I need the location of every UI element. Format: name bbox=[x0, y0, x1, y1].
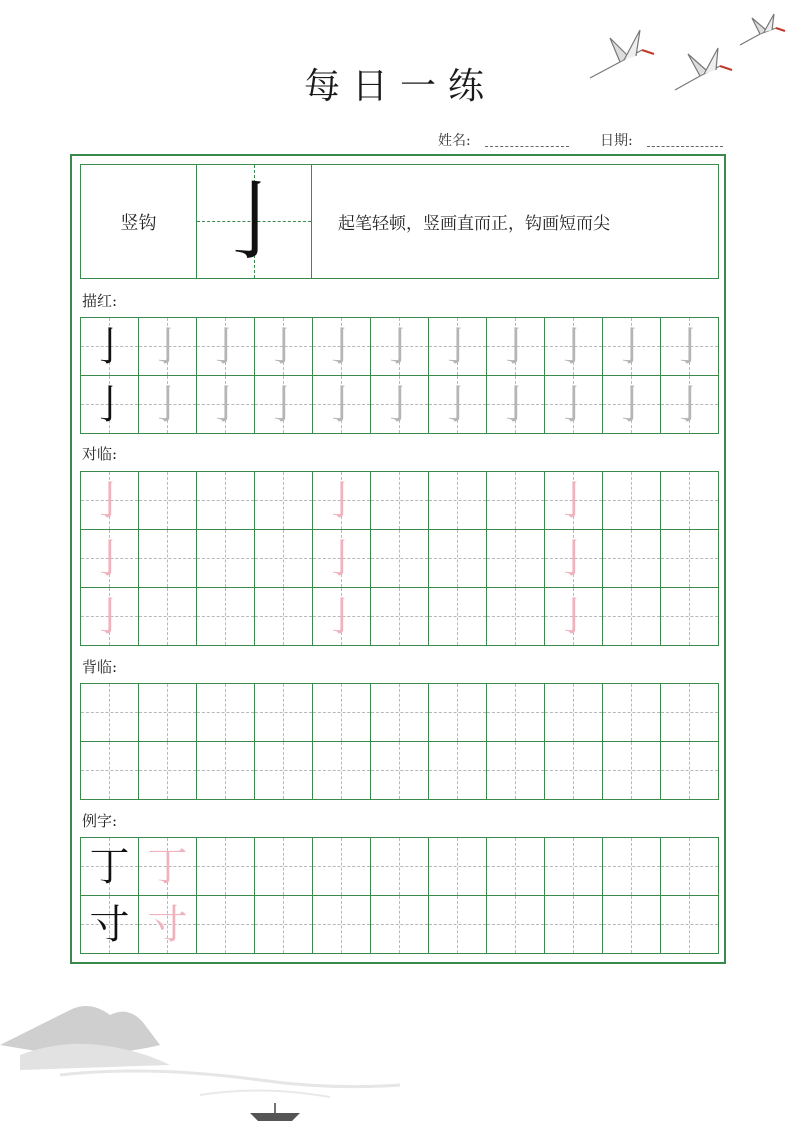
practice-cell[interactable] bbox=[255, 684, 313, 742]
practice-cell[interactable] bbox=[81, 742, 139, 800]
practice-cell[interactable] bbox=[661, 472, 719, 530]
practice-cell[interactable] bbox=[81, 318, 139, 376]
practice-glyph: 亅 bbox=[669, 381, 710, 428]
practice-cell[interactable] bbox=[661, 742, 719, 800]
practice-cell[interactable] bbox=[371, 896, 429, 954]
trace-grid bbox=[80, 317, 719, 434]
practice-cell[interactable] bbox=[603, 896, 661, 954]
practice-cell[interactable] bbox=[487, 376, 545, 434]
practice-cell[interactable] bbox=[661, 530, 719, 588]
practice-cell[interactable] bbox=[603, 742, 661, 800]
practice-cell[interactable] bbox=[139, 588, 197, 646]
examples-label: 例字: bbox=[82, 812, 118, 830]
practice-cell[interactable] bbox=[255, 318, 313, 376]
practice-cell[interactable] bbox=[197, 684, 255, 742]
practice-glyph: 亅 bbox=[321, 323, 362, 370]
recall-grid bbox=[80, 683, 719, 800]
practice-cell[interactable] bbox=[139, 742, 197, 800]
practice-glyph: 亅 bbox=[553, 323, 594, 370]
practice-glyph: 亅 bbox=[495, 381, 536, 428]
practice-cell[interactable] bbox=[603, 588, 661, 646]
practice-cell[interactable] bbox=[313, 896, 371, 954]
practice-cell[interactable] bbox=[255, 530, 313, 588]
practice-glyph: 亅 bbox=[89, 593, 130, 640]
stroke-name: 竖钩 bbox=[81, 165, 197, 278]
practice-glyph: 亅 bbox=[437, 323, 478, 370]
date-label: 日期: bbox=[600, 133, 633, 149]
practice-cell[interactable] bbox=[429, 376, 487, 434]
practice-cell[interactable] bbox=[661, 376, 719, 434]
practice-cell[interactable] bbox=[81, 588, 139, 646]
practice-glyph: 亅 bbox=[147, 381, 188, 428]
practice-cell[interactable] bbox=[603, 838, 661, 896]
practice-cell[interactable] bbox=[429, 742, 487, 800]
grid-row bbox=[81, 588, 719, 646]
practice-cell[interactable] bbox=[371, 472, 429, 530]
practice-glyph: 亅 bbox=[263, 381, 304, 428]
practice-cell[interactable] bbox=[429, 896, 487, 954]
practice-cell[interactable] bbox=[487, 684, 545, 742]
name-label: 姓名: bbox=[438, 133, 471, 149]
practice-cell[interactable] bbox=[545, 896, 603, 954]
practice-cell[interactable] bbox=[81, 684, 139, 742]
practice-cell[interactable] bbox=[197, 472, 255, 530]
practice-cell[interactable] bbox=[603, 318, 661, 376]
practice-cell[interactable] bbox=[255, 742, 313, 800]
practice-cell[interactable] bbox=[545, 684, 603, 742]
practice-glyph: 亅 bbox=[89, 323, 130, 370]
practice-glyph: 亅 bbox=[611, 381, 652, 428]
practice-cell[interactable] bbox=[371, 530, 429, 588]
practice-cell[interactable] bbox=[429, 318, 487, 376]
practice-cell[interactable] bbox=[81, 896, 139, 954]
practice-cell[interactable] bbox=[139, 896, 197, 954]
stroke-header bbox=[80, 164, 719, 279]
stroke-char-cell bbox=[197, 165, 312, 278]
practice-cell[interactable] bbox=[371, 588, 429, 646]
practice-cell[interactable] bbox=[487, 896, 545, 954]
practice-cell[interactable] bbox=[255, 376, 313, 434]
practice-cell[interactable] bbox=[487, 838, 545, 896]
practice-glyph: 亅 bbox=[437, 381, 478, 428]
practice-cell[interactable] bbox=[487, 472, 545, 530]
practice-glyph: 亅 bbox=[321, 381, 362, 428]
practice-cell[interactable] bbox=[545, 530, 603, 588]
landscape-illustration bbox=[0, 985, 420, 1132]
practice-cell[interactable] bbox=[603, 530, 661, 588]
stroke-tip: 起笔轻顿，竖画直而正，钩画短而尖 bbox=[338, 214, 610, 234]
practice-glyph: 亅 bbox=[495, 323, 536, 370]
practice-glyph: 亅 bbox=[321, 535, 362, 582]
practice-cell[interactable] bbox=[255, 896, 313, 954]
practice-cell[interactable] bbox=[139, 318, 197, 376]
practice-cell[interactable] bbox=[545, 838, 603, 896]
practice-cell[interactable] bbox=[661, 684, 719, 742]
practice-glyph: 亅 bbox=[611, 323, 652, 370]
practice-glyph: 亅 bbox=[321, 593, 362, 640]
grid-row bbox=[81, 896, 719, 954]
practice-cell[interactable] bbox=[313, 838, 371, 896]
practice-glyph: 亅 bbox=[205, 381, 246, 428]
practice-glyph: 亅 bbox=[553, 381, 594, 428]
practice-glyph: 亅 bbox=[89, 381, 130, 428]
date-line[interactable] bbox=[647, 136, 723, 147]
practice-glyph: 亅 bbox=[89, 535, 130, 582]
copy-grid bbox=[80, 471, 719, 646]
practice-cell[interactable] bbox=[545, 588, 603, 646]
practice-cell[interactable] bbox=[81, 376, 139, 434]
practice-glyph: 寸 bbox=[89, 901, 130, 948]
grid-row bbox=[81, 530, 719, 588]
practice-cell[interactable] bbox=[371, 376, 429, 434]
practice-cell[interactable] bbox=[139, 684, 197, 742]
practice-cell[interactable] bbox=[371, 838, 429, 896]
practice-cell[interactable] bbox=[139, 530, 197, 588]
practice-glyph: 亅 bbox=[669, 323, 710, 370]
practice-cell[interactable] bbox=[313, 742, 371, 800]
practice-cell[interactable] bbox=[197, 896, 255, 954]
practice-glyph: 亅 bbox=[147, 323, 188, 370]
grid-row bbox=[81, 376, 719, 434]
grid-row bbox=[81, 684, 719, 742]
practice-cell[interactable] bbox=[487, 530, 545, 588]
cranes-illustration bbox=[580, 10, 790, 95]
practice-cell[interactable] bbox=[81, 838, 139, 896]
name-field bbox=[438, 130, 569, 150]
practice-cell[interactable] bbox=[545, 318, 603, 376]
practice-cell[interactable] bbox=[429, 530, 487, 588]
name-line[interactable] bbox=[485, 136, 569, 147]
practice-cell[interactable] bbox=[487, 588, 545, 646]
practice-cell[interactable] bbox=[545, 472, 603, 530]
practice-cell[interactable] bbox=[313, 318, 371, 376]
practice-cell[interactable] bbox=[545, 376, 603, 434]
practice-glyph: 亅 bbox=[89, 477, 130, 524]
practice-cell[interactable] bbox=[197, 742, 255, 800]
practice-cell[interactable] bbox=[603, 684, 661, 742]
practice-glyph: 亅 bbox=[263, 323, 304, 370]
page-title: 每日一练 bbox=[303, 66, 496, 107]
practice-cell[interactable] bbox=[313, 588, 371, 646]
practice-cell[interactable] bbox=[429, 684, 487, 742]
practice-glyph: 丁 bbox=[147, 843, 188, 890]
practice-cell[interactable] bbox=[313, 472, 371, 530]
practice-cell[interactable] bbox=[255, 588, 313, 646]
practice-cell[interactable] bbox=[661, 588, 719, 646]
examples-grid bbox=[80, 837, 719, 954]
practice-glyph: 亅 bbox=[205, 323, 246, 370]
practice-glyph: 寸 bbox=[147, 901, 188, 948]
practice-cell[interactable] bbox=[139, 376, 197, 434]
practice-cell[interactable] bbox=[603, 376, 661, 434]
grid-row bbox=[81, 472, 719, 530]
practice-cell[interactable] bbox=[429, 588, 487, 646]
practice-glyph: 亅 bbox=[321, 477, 362, 524]
practice-cell[interactable] bbox=[81, 472, 139, 530]
practice-glyph: 丁 bbox=[89, 843, 130, 890]
trace-label: 描红: bbox=[82, 292, 118, 310]
practice-cell[interactable] bbox=[371, 684, 429, 742]
practice-glyph: 亅 bbox=[379, 381, 420, 428]
practice-cell[interactable] bbox=[545, 742, 603, 800]
practice-cell[interactable] bbox=[487, 318, 545, 376]
practice-cell[interactable] bbox=[661, 838, 719, 896]
practice-glyph: 亅 bbox=[553, 593, 594, 640]
practice-cell[interactable] bbox=[313, 684, 371, 742]
practice-cell[interactable] bbox=[255, 838, 313, 896]
copy-label: 对临: bbox=[82, 445, 118, 463]
practice-glyph: 亅 bbox=[379, 323, 420, 370]
practice-cell[interactable] bbox=[429, 472, 487, 530]
practice-cell[interactable] bbox=[255, 472, 313, 530]
practice-cell[interactable] bbox=[197, 376, 255, 434]
practice-glyph: 亅 bbox=[553, 535, 594, 582]
date-field bbox=[600, 130, 723, 150]
grid-row bbox=[81, 742, 719, 800]
practice-cell[interactable] bbox=[661, 896, 719, 954]
practice-cell[interactable] bbox=[81, 530, 139, 588]
practice-cell[interactable] bbox=[313, 530, 371, 588]
practice-cell[interactable] bbox=[197, 530, 255, 588]
practice-cell[interactable] bbox=[139, 838, 197, 896]
practice-cell[interactable] bbox=[197, 588, 255, 646]
stroke-char: 亅 bbox=[211, 171, 297, 272]
grid-row bbox=[81, 318, 719, 376]
practice-cell[interactable] bbox=[197, 838, 255, 896]
grid-row bbox=[81, 838, 719, 896]
practice-cell[interactable] bbox=[371, 318, 429, 376]
practice-cell[interactable] bbox=[197, 318, 255, 376]
practice-cell[interactable] bbox=[603, 472, 661, 530]
practice-cell[interactable] bbox=[661, 318, 719, 376]
practice-glyph: 亅 bbox=[553, 477, 594, 524]
recall-label: 背临: bbox=[82, 658, 118, 676]
practice-cell[interactable] bbox=[139, 472, 197, 530]
practice-cell[interactable] bbox=[371, 742, 429, 800]
practice-cell[interactable] bbox=[429, 838, 487, 896]
practice-cell[interactable] bbox=[313, 376, 371, 434]
practice-cell[interactable] bbox=[487, 742, 545, 800]
